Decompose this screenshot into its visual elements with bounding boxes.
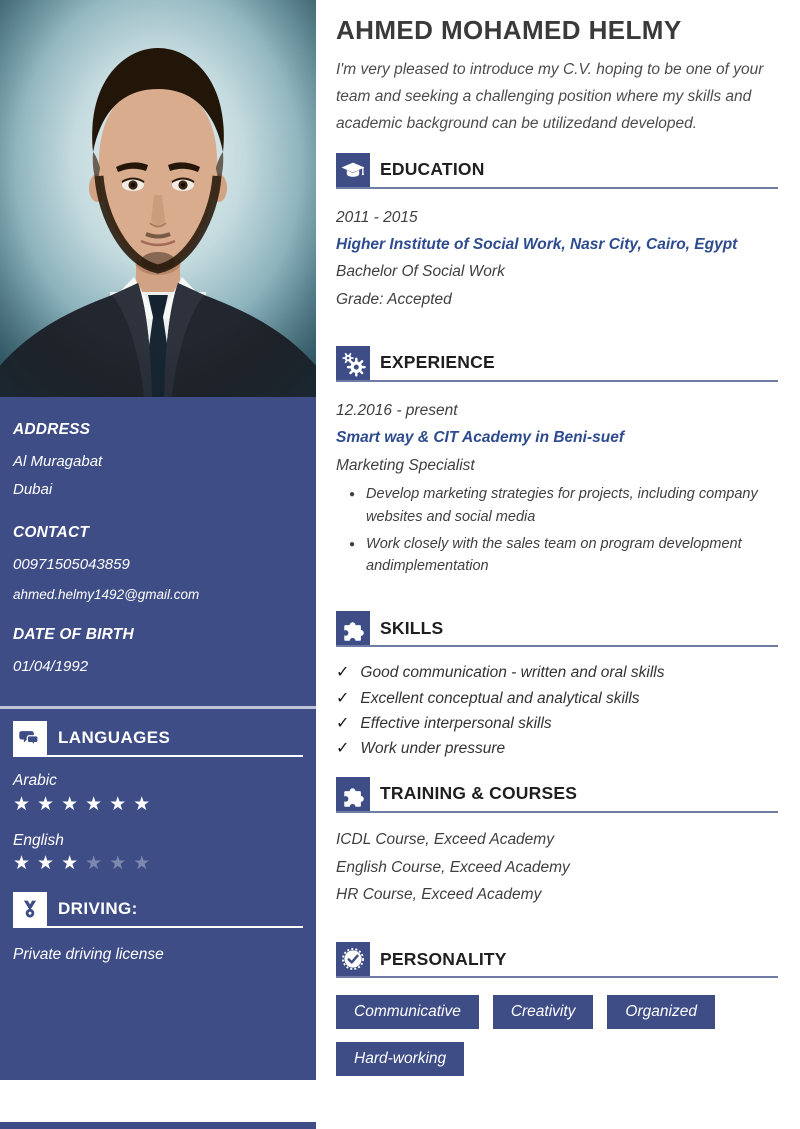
- education-header: [336, 153, 778, 189]
- experience-role: Marketing Specialist: [336, 456, 475, 474]
- training-item: ICDL Course, Exceed Academy: [336, 830, 554, 848]
- bullet-icon: ●: [349, 538, 356, 550]
- skills-list: [336, 661, 778, 761]
- star-icon: ★: [61, 793, 86, 815]
- phone-number: 00971505043859: [13, 555, 130, 573]
- contact-label: CONTACT: [13, 523, 90, 541]
- bullet-text: Develop marketing strategies for projects, including company websites and social media: [366, 485, 758, 525]
- personality-title: PERSONALITY: [380, 948, 507, 969]
- driving-header: [13, 892, 303, 928]
- skill-item: [336, 661, 778, 685]
- training-item: HR Course, Exceed Academy: [336, 886, 542, 904]
- skill-item: [336, 712, 778, 736]
- education-block: [336, 204, 778, 313]
- education-period: 2011 - 2015: [336, 208, 418, 226]
- puzzle-icon: [336, 611, 370, 645]
- training-item: English Course, Exceed Academy: [336, 858, 570, 876]
- portrait-photo: [0, 0, 316, 397]
- bullet-item: [336, 483, 778, 529]
- puzzle-icon: [336, 777, 370, 811]
- sidebar-details: [0, 397, 316, 964]
- bullet-item: [336, 533, 778, 579]
- dob-label: DATE OF BIRTH: [13, 625, 134, 643]
- experience-section: [336, 346, 778, 578]
- experience-block: [336, 397, 778, 578]
- check-icon: ✓: [336, 740, 350, 758]
- portrait-illustration: [0, 0, 316, 397]
- check-icon: ✓: [336, 715, 350, 733]
- page-break-strip: [0, 1122, 316, 1129]
- languages-section: [13, 721, 303, 876]
- experience-bullets: [336, 483, 778, 579]
- star-icon: ★: [13, 793, 38, 815]
- bullet-icon: ●: [349, 488, 356, 500]
- contact-section: [13, 524, 303, 606]
- star-icon: ★: [13, 853, 38, 875]
- education-title: EDUCATION: [380, 159, 485, 180]
- skill-item: [336, 687, 778, 711]
- training-section: [336, 777, 778, 910]
- email-address: ahmed.helmy1492@gmail.com: [13, 587, 200, 603]
- driving-section: [13, 892, 303, 964]
- education-degree: Bachelor Of Social Work: [336, 263, 505, 281]
- bullet-text: Work closely with the sales team on program development andimplementation: [366, 535, 742, 575]
- personality-tag: Organized: [607, 995, 715, 1029]
- languages-title: LANGUAGES: [58, 728, 171, 748]
- skill-item: [336, 737, 778, 761]
- address-label: ADDRESS: [13, 421, 91, 438]
- candidate-name: AHMED MOHAMED HELMY: [336, 15, 682, 45]
- medal-icon: [13, 892, 47, 926]
- education-section: [336, 153, 778, 313]
- personality-section: [336, 942, 778, 1076]
- star-icon: ★: [109, 853, 134, 875]
- languages-list: [13, 770, 303, 876]
- dob-value: 01/04/1992: [13, 657, 89, 675]
- experience-header: [336, 346, 778, 382]
- experience-title: EXPERIENCE: [380, 352, 495, 373]
- check-badge-icon: [336, 942, 370, 976]
- main-content: [336, 0, 778, 1076]
- check-icon: ✓: [336, 664, 350, 682]
- education-school: Higher Institute of Social Work, Nasr City, Cairo, Egypt: [336, 236, 738, 254]
- experience-period: 12.2016 - present: [336, 401, 458, 419]
- star-rating: [13, 793, 303, 817]
- skill-text: Good communication - written and oral skills: [360, 664, 665, 682]
- personality-header: [336, 942, 778, 978]
- driving-text: Private driving license: [13, 946, 164, 964]
- address-line: Al Muragabat: [13, 453, 103, 470]
- experience-company: Smart way & CIT Academy in Beni-suef: [336, 429, 624, 447]
- address-section: [13, 421, 303, 504]
- graduation-cap-icon: [336, 153, 370, 187]
- star-icon: ★: [37, 793, 62, 815]
- skills-section: [336, 611, 778, 761]
- skills-title: SKILLS: [380, 617, 444, 638]
- star-icon: ★: [133, 853, 158, 875]
- languages-header: [13, 721, 303, 757]
- skill-text: Work under pressure: [360, 740, 506, 758]
- skills-header: [336, 611, 778, 647]
- check-icon: ✓: [336, 689, 350, 707]
- sidebar: [0, 0, 316, 1080]
- skill-text: Excellent conceptual and analytical skills: [360, 689, 640, 707]
- training-list: [336, 826, 778, 910]
- driving-title: DRIVING:: [58, 899, 138, 919]
- education-grade: Grade: Accepted: [336, 290, 452, 308]
- address-line: Dubai: [13, 480, 53, 498]
- star-icon: ★: [85, 793, 110, 815]
- personality-tag: Creativity: [493, 995, 594, 1029]
- star-icon: ★: [85, 853, 110, 875]
- training-title: TRAINING & COURSES: [380, 783, 578, 804]
- gears-icon: [336, 346, 370, 380]
- star-rating: [13, 852, 303, 876]
- star-icon: ★: [37, 853, 62, 875]
- personality-tag: Hard-working: [336, 1042, 464, 1076]
- personality-tag: Communicative: [336, 995, 479, 1029]
- star-icon: ★: [109, 793, 134, 815]
- intro-text: I'm very pleased to introduce my C.V. hoping to be one of your team and seeking a challenging position where my skills and academic background can be utilizedand developed.: [336, 61, 764, 132]
- personality-tags: [336, 995, 778, 1076]
- sidebar-divider: [0, 706, 316, 709]
- language-name: English: [13, 831, 64, 849]
- star-icon: ★: [133, 793, 158, 815]
- skill-text: Effective interpersonal skills: [360, 715, 552, 733]
- speech-bubbles-icon: [13, 721, 47, 755]
- dob-section: [13, 626, 303, 681]
- language-name: Arabic: [13, 772, 57, 790]
- star-icon: ★: [61, 853, 86, 875]
- training-header: [336, 777, 778, 813]
